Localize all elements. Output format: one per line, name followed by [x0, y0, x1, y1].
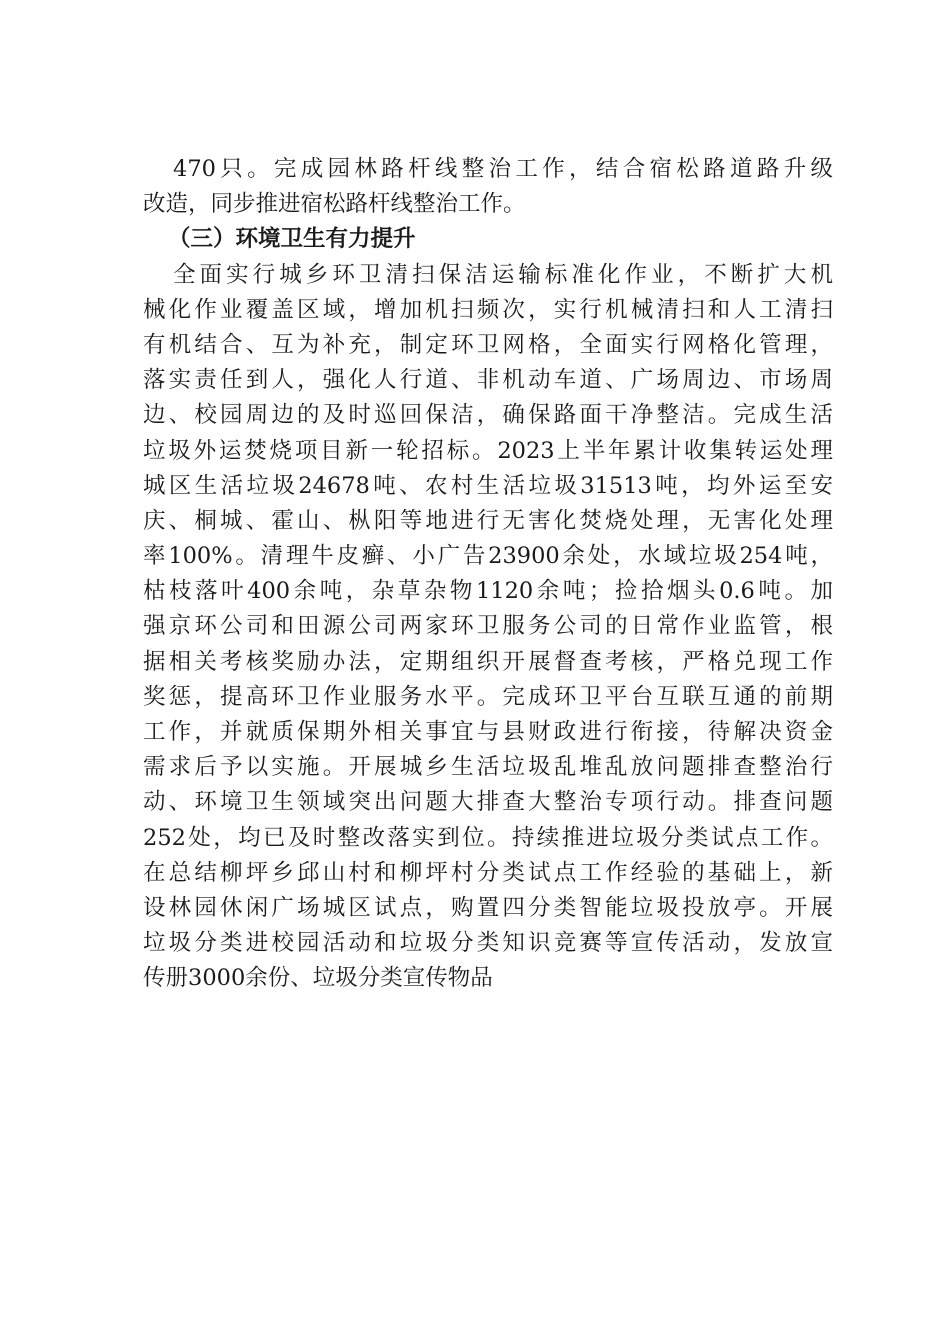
paragraph-line-10: 枯枝落叶400余吨，杂草杂物1120余吨；捡拾烟头0.6吨。加 — [143, 578, 833, 605]
paragraph-line-9: 率100%。清理牛皮癣、小广告23900余处，水域垃圾254吨， — [143, 543, 833, 570]
paragraph-line-8: 庆、桐城、霍山、枞阳等地进行无害化焚烧处理，无害化处理 — [143, 507, 833, 534]
paragraph-line-12: 据相关考核奖励办法，定期组织开展督查考核，严格兑现工作 — [143, 648, 833, 675]
paragraph-line-14: 工作，并就质保期外相关事宜与县财政进行衔接，待解决资金 — [143, 719, 833, 745]
paragraph-line-11: 强京环公司和田源公司两家环卫服务公司的日常作业监管，根 — [143, 613, 833, 640]
paragraph-line-2: 械化作业覆盖区域，增加机扫频次，实行机械清扫和人工清扫 — [143, 296, 833, 323]
paragraph-line-19: 设林园休闲广场城区试点，购置四分类智能垃圾投放亭。开展 — [143, 894, 833, 921]
paragraph-line-13: 奖惩，提高环卫作业服务水平。完成环卫平台互联互通的前期 — [143, 683, 833, 710]
paragraph-line-5: 边、校园周边的及时巡回保洁，确保路面干净整洁。完成生活 — [143, 402, 833, 429]
paragraph-line-21: 传册3000余份、垃圾分类宣传物品 — [143, 965, 493, 992]
document-body — [143, 152, 833, 997]
paragraph-line-7: 城区生活垃圾24678吨、农村生活垃圾31513吨，均外运至安 — [143, 472, 833, 499]
paragraph-line-16: 动、环境卫生领域突出问题大排查大整治专项行动。排查问题 — [143, 789, 833, 816]
paragraph-line-15: 需求后予以实施。开展城乡生活垃圾乱堆乱放问题排查整治行 — [143, 754, 833, 781]
paragraph-line-1: 全面实行城乡环卫清扫保洁运输标准化作业，不断扩大机 — [173, 261, 833, 288]
section-heading: （三）环境卫生有力提升 — [168, 226, 416, 253]
paragraph-line-3: 有机结合、互为补充，制定环卫网格，全面实行网格化管理， — [143, 331, 833, 358]
paragraph-line-6: 垃圾外运焚烧项目新一轮招标。2023上半年累计收集转运处理 — [143, 437, 833, 464]
paragraph-line-4: 落实责任到人，强化人行道、非机动车道、广场周边、市场周 — [143, 367, 833, 394]
paragraph-line-18: 在总结柳坪乡邱山村和柳坪村分类试点工作经验的基础上，新 — [143, 859, 833, 886]
paragraph-line-20: 垃圾分类进校园活动和垃圾分类知识竞赛等宣传活动，发放宣 — [143, 930, 833, 957]
paragraph-line-17: 252处，均已及时整改落实到位。持续推进垃圾分类试点工作。 — [143, 824, 833, 851]
intro-line-1: 470只。完成园林路杆线整治工作，结合宿松路道路升级 — [173, 156, 833, 182]
intro-line-2: 改造，同步推进宿松路杆线整治工作。 — [143, 191, 526, 218]
